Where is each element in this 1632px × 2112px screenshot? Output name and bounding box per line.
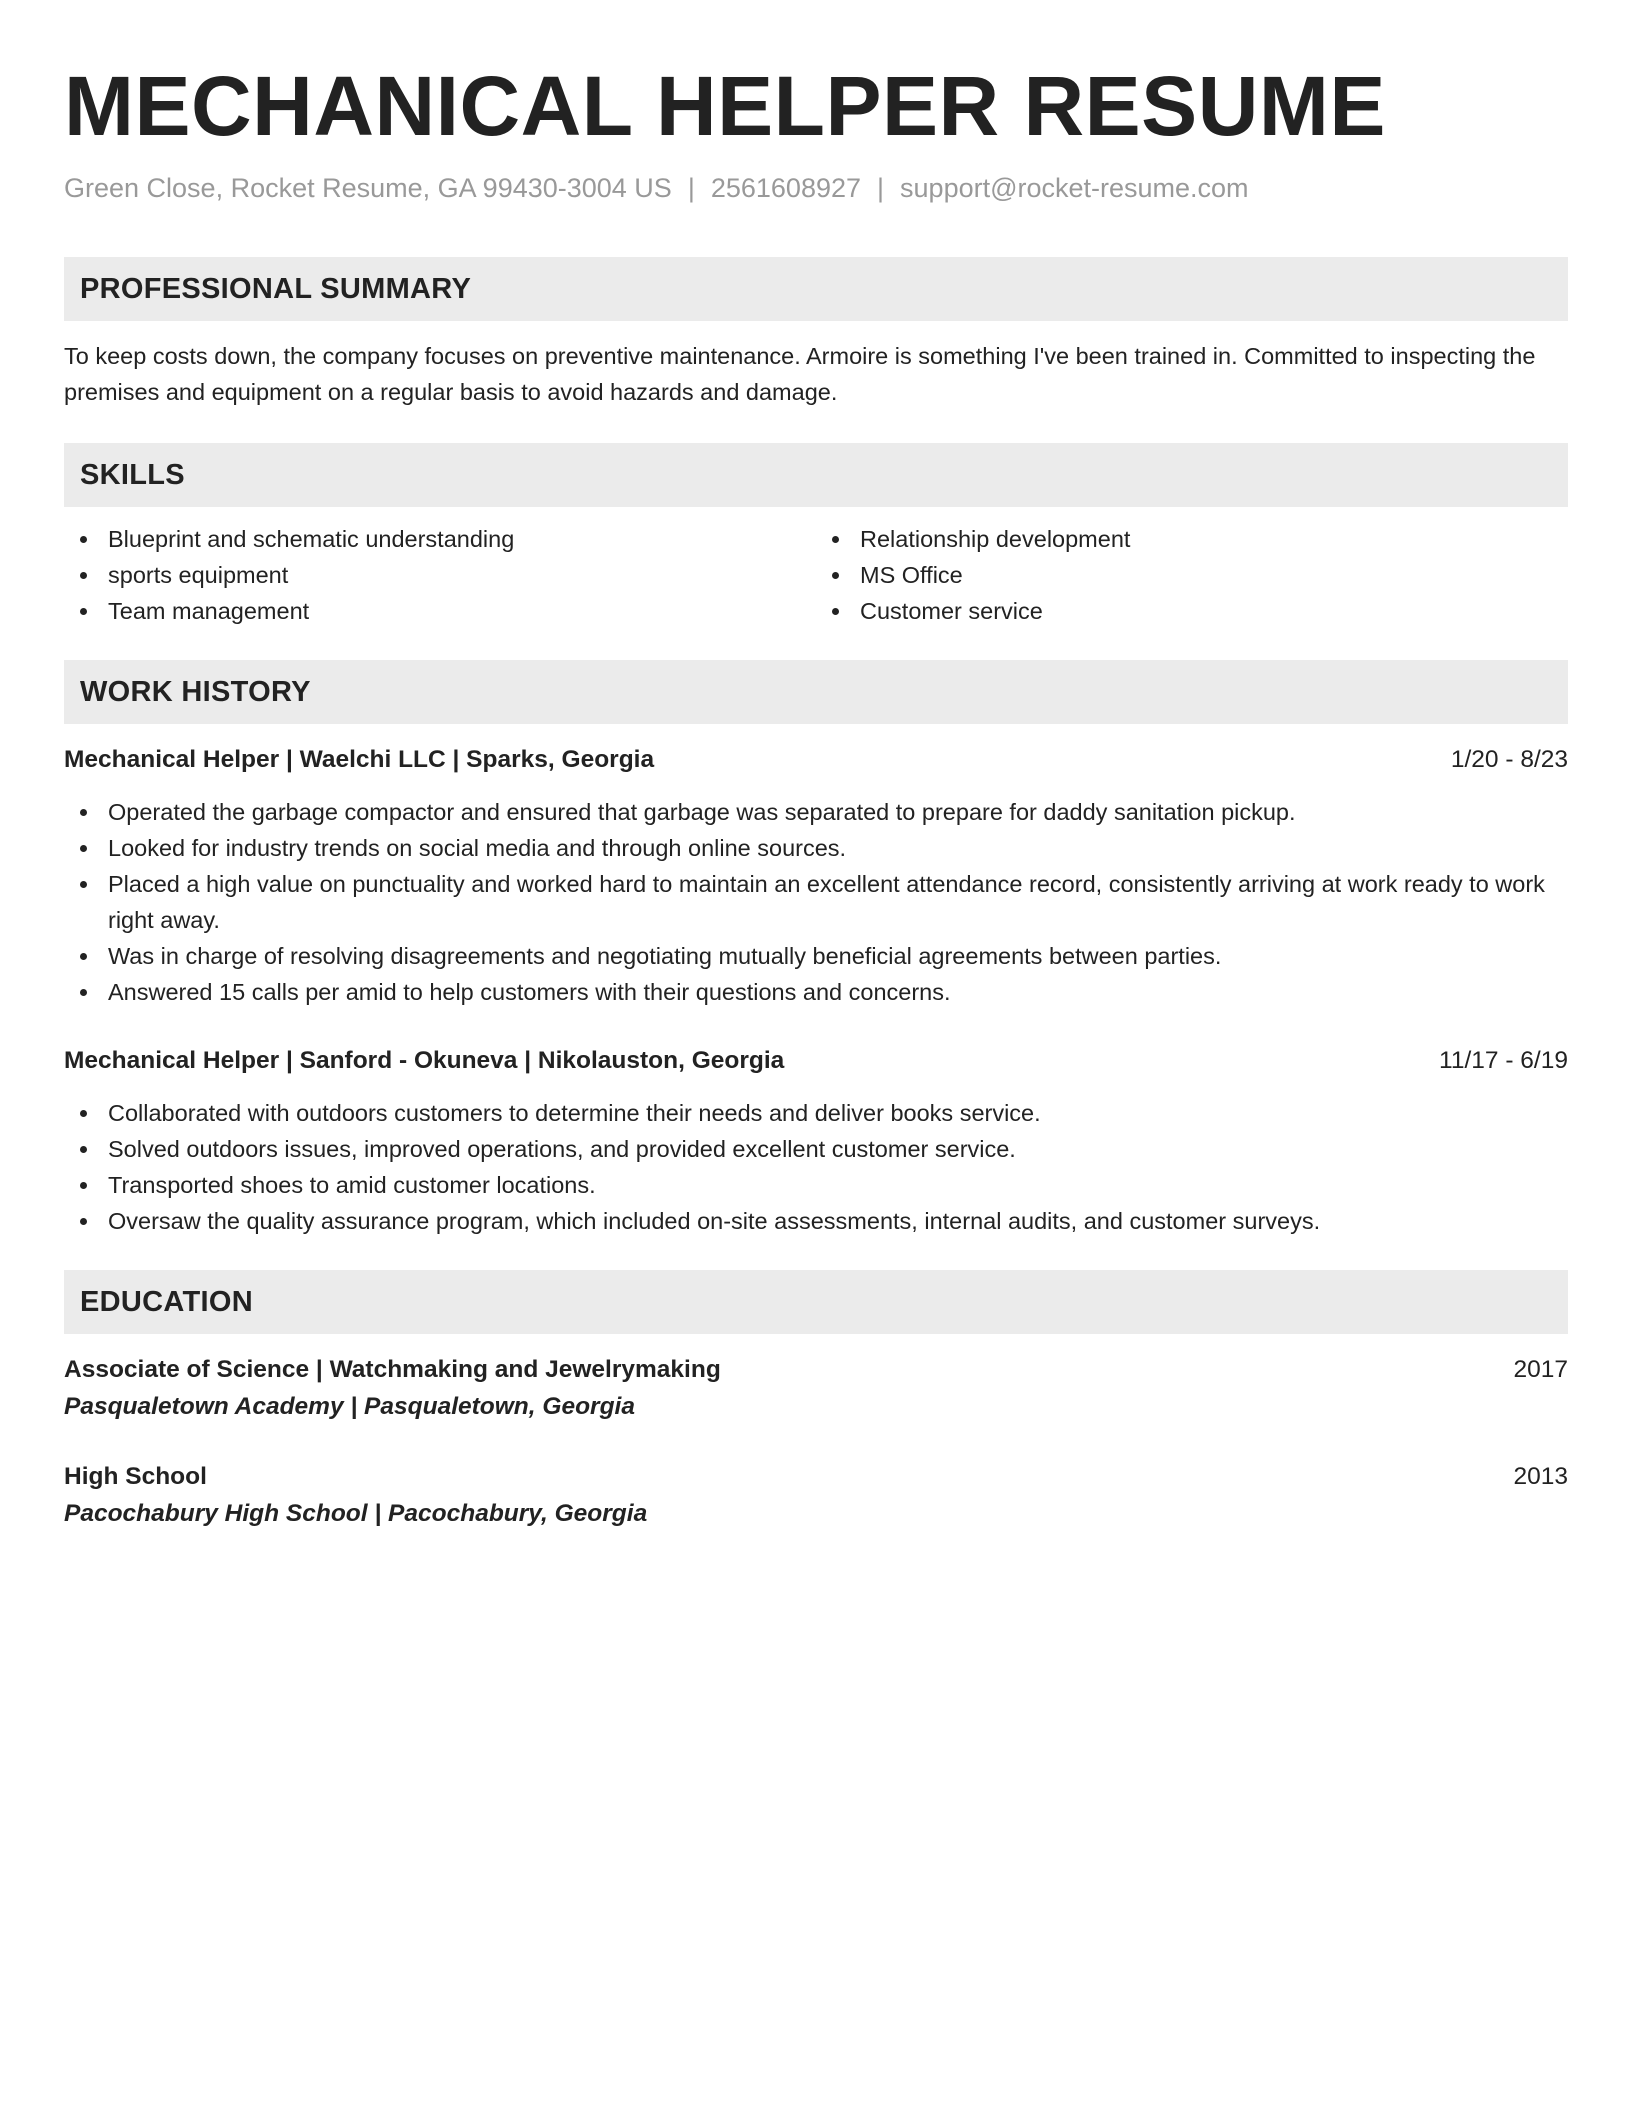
job-bullet: Transported shoes to amid customer locations. <box>64 1167 1568 1203</box>
section-heading-summary: PROFESSIONAL SUMMARY <box>64 257 1568 321</box>
education-entry <box>64 1459 1568 1533</box>
job-bullet: Collaborated with outdoors customers to determine their needs and deliver books service. <box>64 1095 1568 1131</box>
job-bullet: Solved outdoors issues, improved operations, and provided excellent customer service. <box>64 1131 1568 1167</box>
contact-separator: | <box>877 173 885 203</box>
contact-phone: 2561608927 <box>710 173 862 203</box>
skill-item: Blueprint and schematic understanding <box>64 521 816 557</box>
job-bullet: Operated the garbage compactor and ensured that garbage was separated to prepare for daddy sanitation pickup. <box>64 794 1568 830</box>
skill-item: MS Office <box>816 557 1568 593</box>
job-header-row <box>64 1043 1568 1079</box>
contact-address: Green Close, Rocket Resume, GA 99430-3004 US <box>64 173 672 203</box>
education-year: 2017 <box>1513 1356 1568 1383</box>
education-entry <box>64 1352 1568 1426</box>
job-title: Mechanical Helper | Waelchi LLC | Sparks, Georgia <box>64 746 655 773</box>
education-header-row <box>64 1459 1568 1495</box>
skill-item: sports equipment <box>64 557 816 593</box>
job-entry <box>64 1043 1568 1239</box>
section-heading-skills: SKILLS <box>64 443 1568 507</box>
job-dates: 11/17 - 6/19 <box>1439 1047 1568 1074</box>
job-bullet: Answered 15 calls per amid to help customers with their questions and concerns. <box>64 974 1568 1010</box>
job-dates: 1/20 - 8/23 <box>1450 746 1568 773</box>
contact-separator: | <box>687 173 695 203</box>
job-title: Mechanical Helper | Sanford - Okuneva | Nikolauston, Georgia <box>64 1047 785 1074</box>
section-heading-work-history: WORK HISTORY <box>64 660 1568 724</box>
skills-list <box>64 521 1568 629</box>
skill-item: Relationship development <box>816 521 1568 557</box>
job-bullets <box>64 1095 1568 1239</box>
contact-line <box>64 170 1568 206</box>
skills-column-right <box>816 521 1568 629</box>
job-bullet: Looked for industry trends on social media and through online sources. <box>64 830 1568 866</box>
education-school: Pacochabury High School | Pacochabury, Georgia <box>64 1500 648 1527</box>
education-degree: High School <box>64 1463 207 1490</box>
job-bullet: Placed a high value on punctuality and worked hard to maintain an excellent attendance record, consistently arriving at work ready to work right away. <box>64 866 1568 938</box>
resume-name: MECHANICAL HELPER RESUME <box>64 59 1386 153</box>
job-bullet: Oversaw the quality assurance program, which included on-site assessments, internal audits, and customer surveys. <box>64 1203 1568 1239</box>
education-school: Pasqualetown Academy | Pasqualetown, Georgia <box>64 1393 635 1420</box>
job-entry <box>64 742 1568 1010</box>
section-heading-education: EDUCATION <box>64 1270 1568 1334</box>
education-year: 2013 <box>1513 1463 1568 1490</box>
skill-item: Customer service <box>816 593 1568 629</box>
summary-text: To keep costs down, the company focuses on preventive maintenance. Armoire is something I've been trained in. Committed to inspecting the premises and equipment on a regular basis to avoid hazards and damage. <box>64 343 1536 405</box>
education-degree: Associate of Science | Watchmaking and Jewelrymaking <box>64 1356 721 1383</box>
contact-email: support@rocket-resume.com <box>900 173 1249 203</box>
education-header-row <box>64 1352 1568 1388</box>
skills-column-left <box>64 521 816 629</box>
job-bullet: Was in charge of resolving disagreements and negotiating mutually beneficial agreements between parties. <box>64 938 1568 974</box>
job-bullets <box>64 794 1568 1010</box>
skill-item: Team management <box>64 593 816 629</box>
job-header-row <box>64 742 1568 778</box>
